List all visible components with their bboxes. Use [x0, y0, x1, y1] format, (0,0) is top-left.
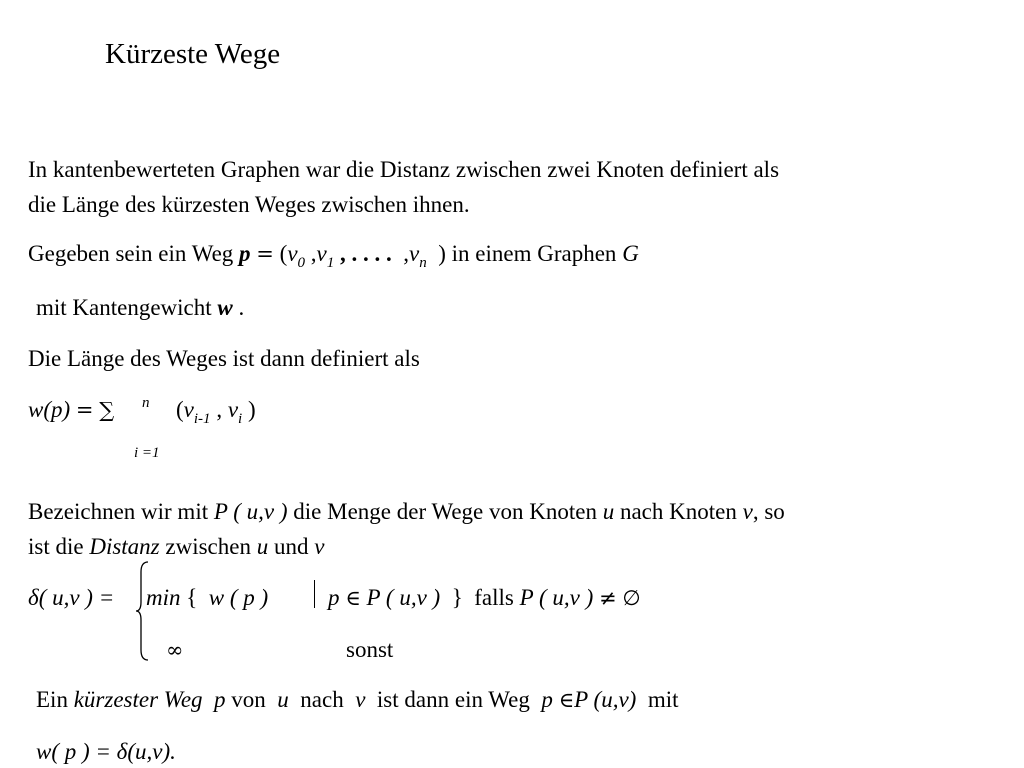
left-brace	[134, 560, 150, 662]
length-definition-text: Die Länge des Weges ist dann definiert als	[28, 346, 420, 371]
sum-upper-limit: n	[142, 395, 150, 411]
shortest-path-equation: w( p ) = δ(u,v).	[36, 739, 176, 764]
shortest-path-definition: Ein kürzester Weg p von u nach v ist dann ein Weg p ∈P (u,v) mit	[36, 687, 679, 712]
set-divider-bar	[314, 580, 315, 608]
delta-case-1-condition: p ∈ P ( u,v ) } falls P ( u,v ) ≠ ∅	[328, 585, 641, 610]
intro-line-1: In kantenbewerteten Graphen war die Distanz zwischen zwei Knoten definiert als	[28, 157, 780, 182]
distance-definition-line-1: Bezeichnen wir mit P ( u,v ) die Menge der Wege von Knoten u nach Knoten v, so	[28, 499, 785, 524]
sum-lower-limit: i =1	[134, 445, 160, 461]
intro-line-2: die Länge des kürzesten Weges zwischen ihnen.	[28, 192, 470, 217]
delta-case-1: min { w ( p )	[146, 585, 269, 610]
page-title: Kürzeste Wege	[105, 38, 281, 70]
length-formula: w(p) = ∑	[28, 397, 115, 422]
path-definition-line: Gegeben sein ein Weg $p = (v_0$ $,v_1$ , . . . . $,v_n$ ) in einem Graphen G	[28, 241, 639, 271]
delta-lhs: δ( u,v ) =	[28, 585, 115, 610]
delta-case-2: ∞	[166, 638, 184, 662]
edge-weight-argument: ($v_{i-1}$ , $v_i$ )	[176, 397, 256, 427]
delta-case-2-condition: sonst	[346, 637, 394, 662]
edge-weight-line: mit Kantengewicht w .	[36, 295, 245, 320]
distance-definition-line-2: ist die Distanz zwischen u und v	[28, 534, 325, 559]
sum-symbol: ∑	[99, 398, 115, 422]
